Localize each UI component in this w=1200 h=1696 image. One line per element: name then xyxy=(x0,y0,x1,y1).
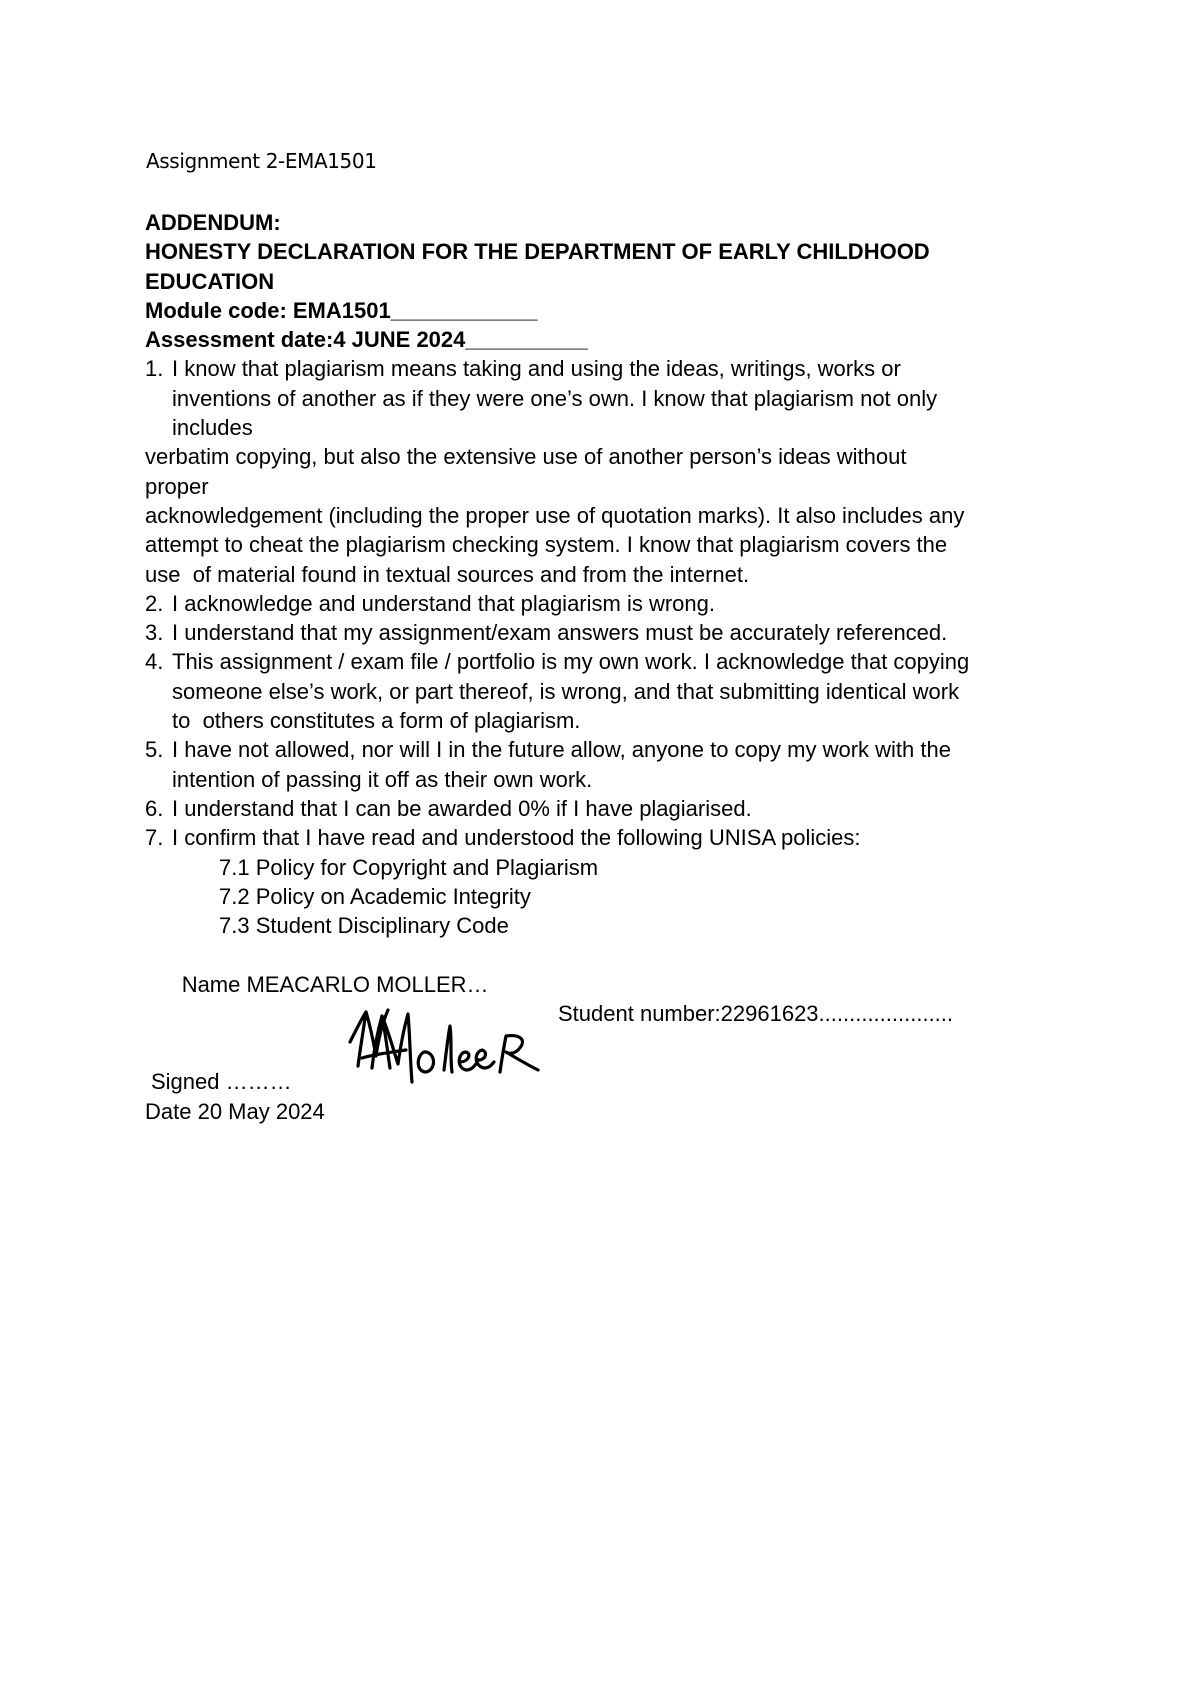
declaration-item-3: 3. I understand that my assignment/exam answers must be accurately referenced. xyxy=(145,620,948,646)
declaration-title-line-2: EDUCATION xyxy=(145,268,275,294)
declaration-item-1-cont-5: use of material found in textual sources and from the internet. xyxy=(145,561,750,587)
handwritten-signature xyxy=(346,1006,558,1092)
student-number: Student number:22961623...................... xyxy=(558,1001,954,1027)
declaration-item-1-line-2: inventions of another as if they were one’s own. I know that plagiarism not only xyxy=(172,385,938,411)
declaration-item-1-cont-4: attempt to cheat the plagiarism checking system. I know that plagiarism covers the xyxy=(145,532,948,558)
declaration-item-2: 2. I acknowledge and understand that plagiarism is wrong. xyxy=(145,590,715,616)
document-title: Assignment 2-EMA1501 xyxy=(146,149,377,173)
declaration-body xyxy=(145,208,1095,1058)
signature-date: Date 20 May 2024 xyxy=(145,1099,325,1124)
declaration-item-4-line-2: someone else’s work, or part thereof, is wrong, and that submitting identical work xyxy=(172,678,960,704)
declaration-item-4: 4. This assignment / exam file / portfolio is my own work. I acknowledge that copying xyxy=(145,649,970,675)
name-and-student-number xyxy=(145,940,1095,1057)
policy-item-2: 7.2 Policy on Academic Integrity xyxy=(219,883,531,909)
module-code: Module code: EMA1501____________ xyxy=(145,297,538,323)
declaration-title-line-1: HONESTY DECLARATION FOR THE DEPARTMENT OF EARLY CHILDHOOD xyxy=(145,239,930,265)
declaration-item-6: 6. I understand that I can be awarded 0% if I have plagiarised. xyxy=(145,795,752,821)
declaration-item-5-line-2: intention of passing it off as their own work. xyxy=(172,766,593,792)
declaration-item-1-cont-3: acknowledgement (including the proper use of quotation marks). It also includes any xyxy=(145,502,965,528)
assessment-date: Assessment date:4 JUNE 2024__________ xyxy=(145,327,588,353)
declaration-item-4-line-3: to others constitutes a form of plagiarism. xyxy=(172,708,581,734)
addendum-heading: ADDENDUM: xyxy=(145,210,281,235)
declaration-item-1-cont-2: proper xyxy=(145,473,209,499)
declaration-item-1-cont-1: verbatim copying, but also the extensive use of another person’s ideas without xyxy=(145,444,907,470)
signed-label: Signed ……… xyxy=(151,1069,292,1094)
policy-item-1: 7.1 Policy for Copyright and Plagiarism xyxy=(219,854,599,880)
policy-item-3: 7.3 Student Disciplinary Code xyxy=(219,913,509,939)
declaration-item-5: 5. I have not allowed, nor will I in the future allow, anyone to copy my work with the xyxy=(145,737,951,763)
student-name: Name MEACARLO MOLLER… xyxy=(181,971,489,997)
declaration-item-1: 1. I know that plagiarism means taking and using the ideas, writings, works or xyxy=(145,356,901,382)
declaration-item-7: 7. I confirm that I have read and understood the following UNISA policies: xyxy=(145,825,861,851)
declaration-item-1-line-3: includes xyxy=(172,415,253,441)
